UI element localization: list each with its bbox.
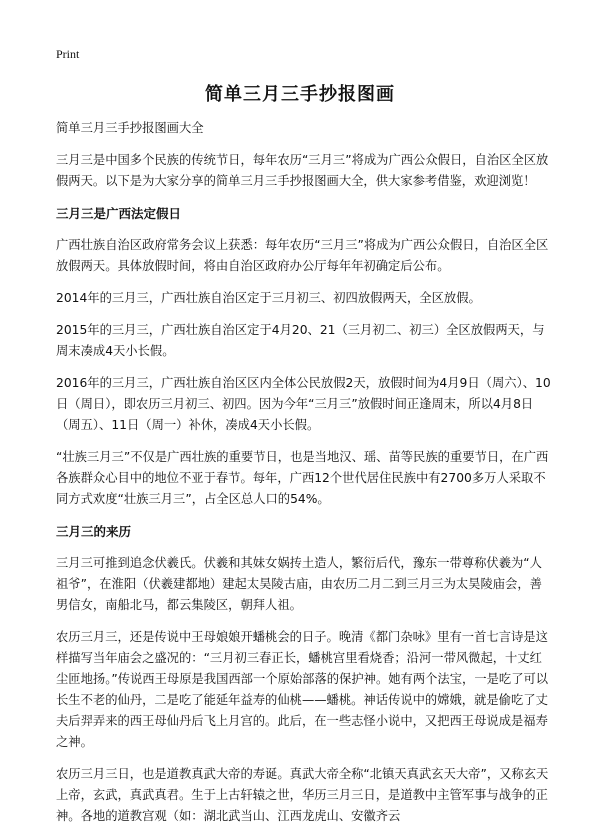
section-heading-origin: 三月三的来历: [56, 524, 132, 539]
paragraph: 广西壮族自治区政府常务会议上获悉：每年农历“三月三”将成为广西公众假日，自治区全区放假两天。具体放假时间，将由自治区政府办公厅每年年初确定后公布。: [56, 238, 549, 273]
paragraph: 2014年的三月三，广西壮族自治区定于三月初三、初四放假两天，全区放假。: [56, 291, 481, 305]
paragraph: 农历三月三，还是传说中王母娘娘开蟠桃会的日子。晚清《都门杂咏》里有一首七言诗是这样描写当年庙会之盛况的：“三月初三春正长，蟠桃宫里看烧香；沿河一带风微起，十丈红尘匝地扬。”传说西王母原是我国西部一个原始部落的保护神。她有两个法宝，一是吃了可以长生不老的仙丹，二是吃了能延年益寿的仙桃——蟠桃。神话传说中的嫦娥，就是偷吃了丈夫后羿弄来的西王母仙丹后飞上月宫的。此后，在一些志怪小说中，又把西王母说成是福寿之神。: [56, 630, 549, 749]
intro-paragraph: 三月三是中国多个民族的传统节日，每年农历“三月三”将成为广西公众假日，自治区全区放假两天。以下是为大家分享的简单三月三手抄报图画大全，供大家参考借鉴，欢迎浏览！: [56, 153, 549, 188]
page-title: 简单三月三手抄报图画: [205, 84, 395, 105]
paragraph: 2015年的三月三，广西壮族自治区定于4月20、21（三月初二、初三）全区放假两天，与周末凑成4天小长假。: [56, 323, 545, 358]
article-subtitle: 简单三月三手抄报图画大全: [56, 121, 204, 135]
article-body: [56, 118, 552, 838]
paragraph: “壮族三月三”不仅是广西壮族的重要节日，也是当地汉、瑶、苗等民族的重要节日，在广西各族群众心目中的地位不亚于春节。每年，广西12个世代居住民族中有2700多万人采取不同方式欢度“壮族三月三”，占全区总人口的54%。: [56, 450, 549, 506]
print-link[interactable]: Print: [56, 47, 80, 61]
section-heading-holiday: 三月三是广西法定假日: [56, 206, 182, 221]
paragraph: 2016年的三月三，广西壮族自治区区内全体公民放假2天，放假时间为4月9日（周六）、10日（周日），即农历三月初三、初四。因为今年“三月三”放假时间正逢周末，所以4月8日（周五）、11日（周一）补休，凑成4天小长假。: [56, 376, 551, 432]
paragraph: 三月三可推到追念伏羲氏。伏羲和其妹女娲抟土造人，繁衍后代，豫东一带尊称伏羲为“人祖爷”，在淮阳（伏羲建都地）建起太昊陵古庙，由农历二月二到三月三为太昊陵庙会，善男信女，南船北马，都云集陵区，朝拜人祖。: [56, 556, 542, 612]
paragraph: 农历三月三日，也是道教真武大帝的寿诞。真武大帝全称“北镇天真武玄天大帝”，又称玄天上帝，玄武，真武真君。生于上古轩辕之世，华历三月三日，是道教中主管军事与战争的正神。各地的道教宫观（如：湖北武当山、江西龙虎山、安徽齐云: [56, 767, 549, 823]
